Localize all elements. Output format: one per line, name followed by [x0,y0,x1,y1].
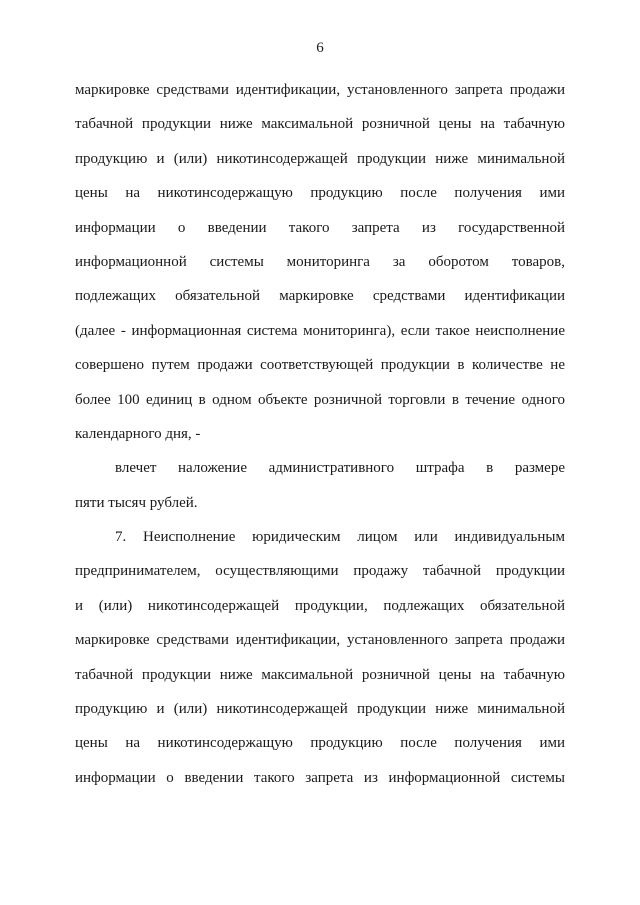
text-line: пяти тысяч рублей. [75,494,198,511]
text-line: и (или) никотинсодержащей продукции, подлежащих обязательной [75,597,565,614]
text-line: подлежащих обязательной маркировке средствами идентификации [75,288,565,305]
text-line: (далее - информационная система мониторинга), если такое неисполнение [75,322,565,339]
text-line: цены на никотинсодержащую продукцию после получения ими [75,735,565,752]
text-line: продукцию и (или) никотинсодержащей продукции ниже минимальной [75,150,565,167]
text-line: маркировке средствами идентификации, установленного запрета продажи [75,82,565,98]
text-line: предпринимателем, осуществляющими продажу табачной продукции [75,563,565,580]
text-line: совершено путем продажи соответствующей продукции в количестве не [75,357,565,374]
text-line: информационной системы мониторинга за оборотом товаров, [75,253,565,270]
text-line: продукцию и (или) никотинсодержащей продукции ниже минимальной [75,701,565,718]
text-line: более 100 единиц в одном объекте розничной торговли в течение одного [75,391,565,408]
text-line: цены на никотинсодержащую продукцию после получения ими [75,185,565,202]
text-line: 7. Неисполнение юридическим лицом или индивидуальным [115,529,565,546]
text-line: табачной продукции ниже максимальной розничной цены на табачную [75,666,565,683]
page-number: 6 [316,40,324,56]
text-line: маркировке средствами идентификации, установленного запрета продажи [75,632,565,649]
document-body [75,73,565,795]
text-line: информации о введении такого запрета из информационной системы [75,769,565,786]
text-line: влечет наложение административного штрафа в размере [115,460,565,477]
text-line: информации о введении такого запрета из государственной [75,219,565,236]
text-line: табачной продукции ниже максимальной розничной цены на табачную [75,116,565,133]
text-line: календарного дня, - [75,425,201,442]
